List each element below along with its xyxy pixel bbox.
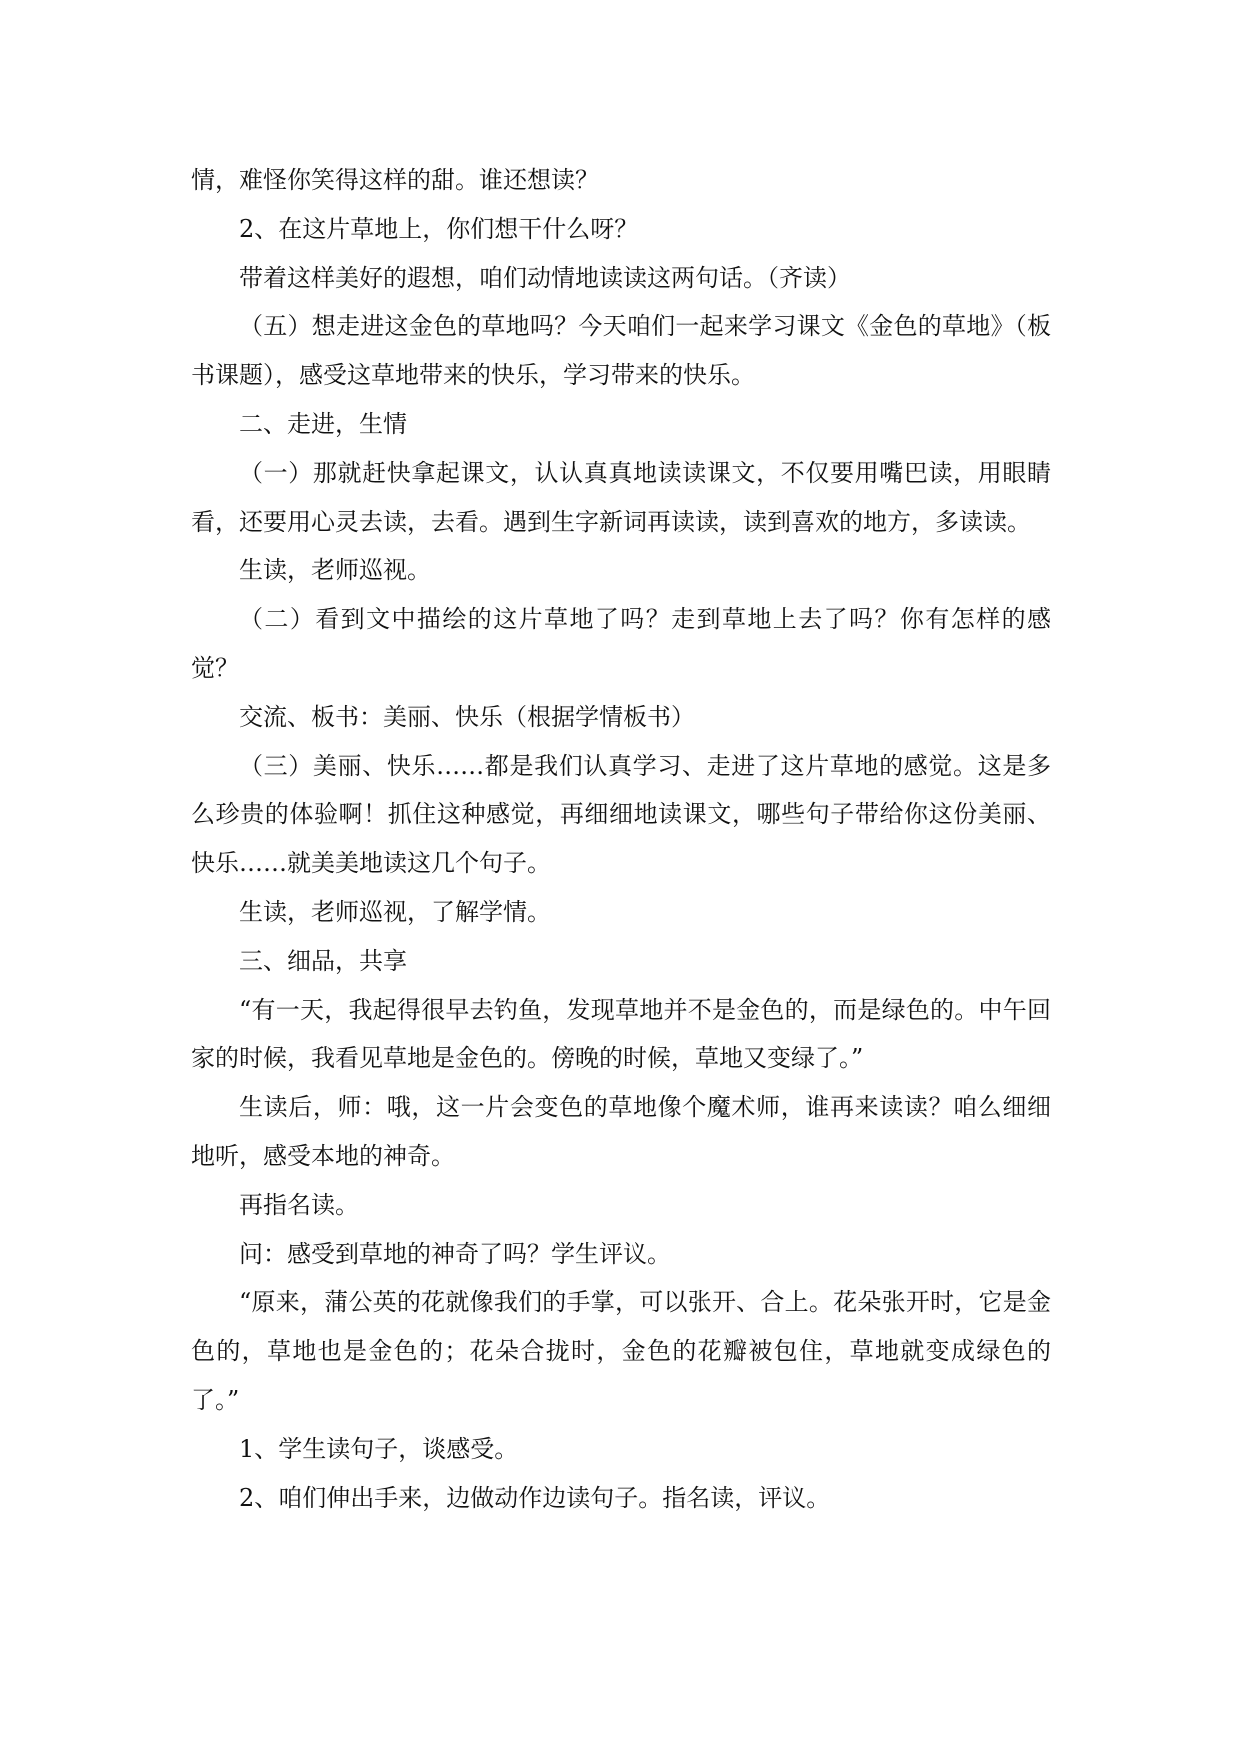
- paragraph: （五）想走进这金色的草地吗？今天咱们一起来学习课文《金色的草地》（板书课题），感受这草地带来的快乐，学习带来的快乐。: [191, 312, 1051, 390]
- paragraph: （三）美丽、快乐……都是我们认真学习、走进了这片草地的感觉。这是多么珍贵的体验啊！抓住这种感觉，再细细地读课文，哪些句子带给你这份美丽、快乐……就美美地读这几个句子。: [191, 751, 1051, 878]
- paragraph: 生读，老师巡视，了解学情。: [239, 897, 551, 926]
- paragraph: 带着这样美好的遐想，咱们动情地读读这两句话。（齐读）: [239, 263, 851, 292]
- paragraph: 生读，老师巡视。: [239, 556, 431, 585]
- quote-paragraph: “原来，蒲公英的花就像我们的手掌，可以张开、合上。花朵张开时，它是金色的，草地也是金色的；花朵合拢时，金色的花瓣被包住，草地就变成绿色的了。”: [191, 1288, 1051, 1414]
- paragraph: （一）那就赶快拿起课文，认认真真地读读课文，不仅要用嘴巴读，用眼睛看，还要用心灵去读，去看。遇到生字新词再读读，读到喜欢的地方，多读读。: [191, 458, 1051, 536]
- paragraph: 1、学生读句子，谈感受。: [239, 1434, 519, 1463]
- section-heading: 二、走进，生情: [239, 409, 407, 438]
- paragraph: 2、在这片草地上，你们想干什么呀？: [239, 214, 639, 243]
- section-heading: 三、细品，共享: [239, 946, 407, 975]
- paragraph: 情，难怪你笑得这样的甜。谁还想读？: [191, 166, 599, 194]
- paragraph: 再指名读。: [239, 1190, 359, 1219]
- paragraph: 2、咱们伸出手来，边做动作边读句子。指名读，评议。: [239, 1483, 831, 1512]
- quote-paragraph: “有一天，我起得很早去钓鱼，发现草地并不是金色的，而是绿色的。中午回家的时候，我看见草地是金色的。傍晚的时候，草地又变绿了。”: [191, 995, 1051, 1073]
- paragraph: 问：感受到草地的神奇了吗？学生评议。: [239, 1239, 671, 1268]
- paragraph: 生读后，师：哦，这一片会变色的草地像个魔术师，谁再来读读？咱么细细地听，感受本地的神奇。: [191, 1093, 1051, 1170]
- paragraph: 交流、板书：美丽、快乐（根据学情板书）: [239, 702, 695, 731]
- paragraph: （二）看到文中描绘的这片草地了吗？走到草地上去了吗？你有怎样的感觉？: [191, 605, 1051, 682]
- document-body: [191, 156, 1051, 1522]
